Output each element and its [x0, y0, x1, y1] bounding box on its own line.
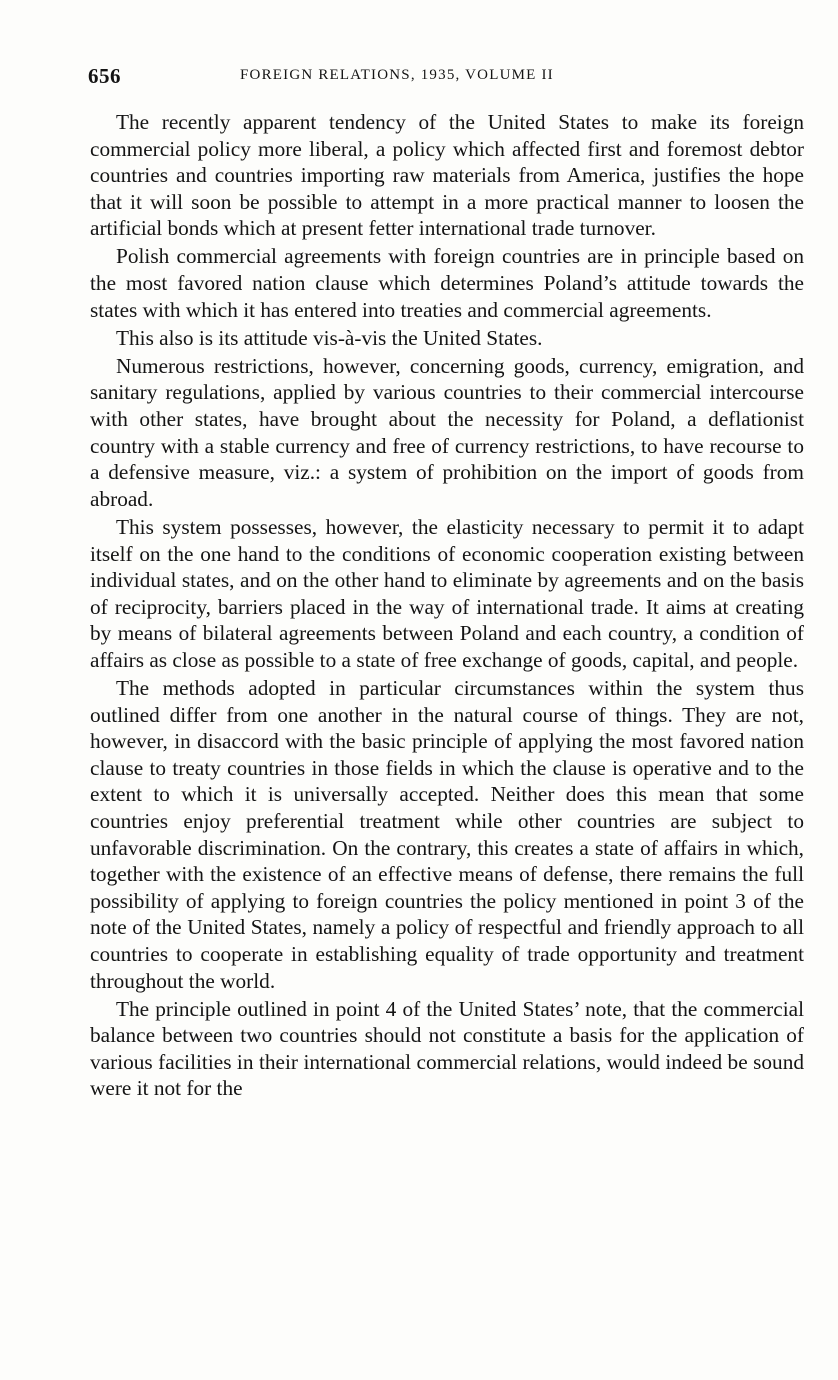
paragraph-3: This also is its attitude vis-à-vis the United States.	[116, 325, 543, 350]
paragraph-6: The methods adopted in particular circumstances within the system thus outlined differ from one another in the natural course of things. They are not, however, in disaccord with the basic principle of applying the most favored nation clause to treaty countries in those fields in which the clause is operative and to the extent to which it is universally accepted. Neither does this mean that some countries enjoy preferential treatment while other countries are subject to unfavorable discrimination. On the contrary, this creates a state of affairs in which, together with the existence of an effective means of defense, there remains the full possibility of applying to foreign countries the policy mentioned in point 3 of the note of the United States, namely a policy of respectful and friendly approach to all countries to cooperate in establishing equality of trade opportunity and treatment throughout the world.	[90, 675, 804, 993]
running-head: FOREIGN RELATIONS, 1935, VOLUME II	[240, 67, 554, 83]
paragraph-7: The principle outlined in point 4 of the United States’ note, that the commercial balance between two countries should not constitute a basis for the application of various facilities in their international commercial relations, would indeed be sound were it not for the	[90, 996, 804, 1101]
paragraph-4: Numerous restrictions, however, concerning goods, currency, emigration, and sanitary regulations, applied by various countries to their commercial intercourse with other states, have brought about the necessity for Poland, a deflationist country with a stable currency and free of currency restrictions, to have recourse to a defensive measure, viz.: a system of prohibition on the import of goods from abroad.	[90, 353, 804, 511]
paragraph-5: This system possesses, however, the elasticity necessary to permit it to adapt itself on the one hand to the conditions of economic cooperation existing between individual states, and on the other hand to eliminate by agreements and on the basis of reciprocity, barriers placed in the way of international trade. It aims at creating by means of bilateral agreements between Poland and each country, a condition of affairs as close as possible to a state of free exchange of goods, capital, and people.	[90, 514, 804, 672]
paragraph-2: Polish commercial agreements with foreign countries are in principle based on the most favored nation clause which determines Poland’s attitude towards the states with which it has entered into treaties and commercial agreements.	[90, 244, 804, 322]
page-header	[88, 64, 802, 90]
body-text	[90, 109, 804, 1103]
page-number: 656	[88, 64, 121, 88]
paragraph-1: The recently apparent tendency of the United States to make its foreign commercial policy more liberal, a policy which affected first and foremost debtor countries and countries importing raw materials from America, justifies the hope that it will soon be possible to attempt in a more practical manner to loosen the artificial bonds which at present fetter international trade turnover.	[90, 110, 804, 241]
